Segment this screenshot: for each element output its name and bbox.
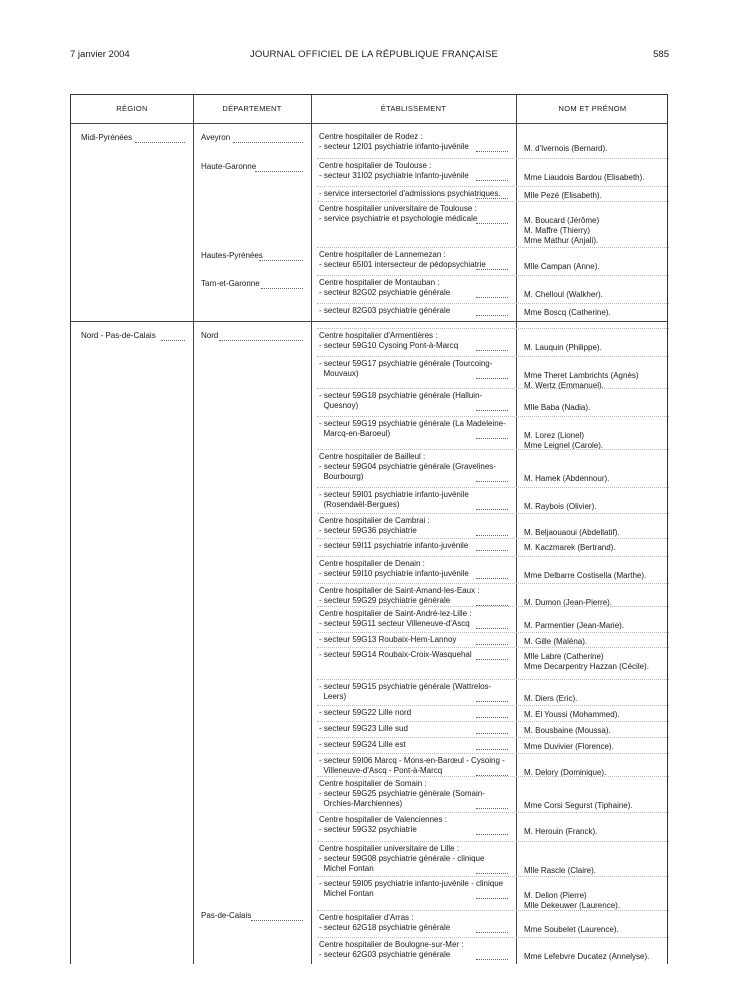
establishment-line: - secteur 59G13 Roubaix-Hem-Lannoy — [319, 635, 457, 644]
appointee-names — [524, 710, 620, 720]
appointee-name: M. Beljaouaoui (Abdellatif). — [524, 528, 620, 537]
appointee-name: Mme Corsi Segurst (Tiphaine). — [524, 801, 633, 810]
establishment-line: Centre hospitalier de Denain : — [319, 559, 425, 568]
header-title: JOURNAL OFFICIEL DE LA RÉPUBLIQUE FRANÇAISE — [249, 49, 499, 60]
establishment-line: Centre hospitalier de Boulogne-sur-Mer : — [319, 940, 464, 949]
row-separator — [317, 186, 669, 188]
row-separator — [317, 303, 669, 305]
establishment-line: - secteur 59G08 psychiatrie générale - clinique — [319, 854, 485, 863]
row-separator — [317, 841, 669, 843]
page-number: 585 — [653, 49, 669, 60]
leader-dots — [476, 577, 508, 579]
establishment-line: - secteur 59G19 psychiatrie générale (La Madeleine- — [319, 419, 506, 428]
appointee-names — [524, 801, 633, 811]
row-separator — [317, 247, 669, 249]
row-separator — [317, 513, 669, 515]
establishment-entry — [319, 419, 506, 439]
leader-dots — [476, 534, 508, 536]
leader-dots — [476, 179, 508, 181]
appointee-names — [524, 726, 611, 736]
column-divider — [193, 95, 194, 964]
establishment-entry — [319, 815, 447, 835]
establishment-entry — [319, 541, 468, 551]
establishment-entry — [319, 740, 406, 750]
establishment-line: Leers) — [319, 692, 347, 701]
appointee-names — [524, 474, 609, 484]
leader-dots — [476, 377, 508, 379]
appointee-name: Mme Decarpentry Hazzan (Cécile). — [524, 662, 649, 671]
appointee-names — [524, 952, 649, 962]
column-divider — [516, 95, 517, 964]
appointee-names — [524, 827, 597, 837]
establishment-line: - secteur 59G32 psychiatrie — [319, 825, 417, 834]
header-separator — [71, 123, 667, 124]
establishment-entry — [319, 161, 469, 181]
establishment-entry — [319, 278, 450, 298]
column-header-department: DÉPARTEMENT — [222, 104, 282, 113]
leader-dots — [476, 897, 508, 899]
appointee-name: M. Dumon (Jean-Pierre). — [524, 598, 613, 607]
establishment-line: (Rosendaël-Bergues) — [319, 500, 400, 509]
appointee-names — [524, 742, 614, 752]
appointee-name: M. Hamek (Abdennour). — [524, 474, 610, 483]
appointee-names — [524, 502, 596, 512]
establishment-line: Centre hospitalier d'Arras : — [319, 913, 414, 922]
establishment-line: - secteur 59G36 psychiatrie — [319, 526, 417, 535]
establishment-line: Villeneuve-d'Ascq - Pont-à-Marcq — [319, 766, 443, 775]
appointee-names — [524, 431, 603, 451]
leader-dots — [476, 700, 508, 702]
row-separator — [317, 487, 669, 489]
establishment-entry — [319, 250, 486, 270]
leader-dots — [255, 170, 303, 172]
establishment-line: - secteur 59G18 psychiatrie générale (Halluin- — [319, 391, 483, 400]
establishment-line: Centre hospitalier de Somain : — [319, 779, 427, 788]
appointee-name: M. Diers (Eric). — [524, 694, 578, 703]
appointee-names — [524, 543, 616, 553]
region-separator — [71, 321, 667, 322]
establishment-line: - secteur 59G22 Lille nord — [319, 708, 412, 717]
establishment-line: - service psychiatrie et psychologie médicale — [319, 214, 478, 223]
leader-dots — [476, 150, 508, 152]
row-separator — [317, 721, 669, 723]
column-header-name: NOM ET PRÉNOM — [558, 104, 627, 113]
appointee-name: Mme Mathur (Anjali). — [524, 236, 599, 245]
leader-dots — [476, 409, 508, 411]
leader-dots — [476, 732, 508, 734]
establishment-line: - secteur 59I05 psychiatrie infanto-juvénile - clinique — [319, 879, 504, 888]
appointee-name: M. Wertz (Emmanuel). — [524, 381, 604, 390]
establishment-line: Marcq-en-Baroeul) — [319, 429, 391, 438]
establishment-line: Centre hospitalier de Saint-André-lez-Lille : — [319, 609, 472, 618]
column-header-region: RÉGION — [116, 104, 148, 113]
establishment-line: Centre hospitalier d'Armentières : — [319, 331, 438, 340]
establishment-line: - secteur 82G02 psychiatrie générale — [319, 288, 451, 297]
leader-dots — [476, 197, 508, 199]
appointee-name: Mme Soubelet (Laurence). — [524, 925, 619, 934]
establishment-line: - secteur 59I01 psychiatrie infanto-juvénile — [319, 490, 469, 499]
establishment-entry — [319, 635, 456, 645]
establishment-entry — [319, 779, 485, 809]
row-separator — [317, 679, 669, 681]
establishment-entry — [319, 490, 469, 510]
appointee-names — [524, 191, 602, 201]
appointee-name: M. Kaczmarek (Bertrand). — [524, 543, 616, 552]
establishment-line: - secteur 59G15 psychiatrie générale (Wattrelos- — [319, 682, 492, 691]
leader-dots — [251, 919, 303, 921]
establishment-line: - secteur 59G23 Lille sud — [319, 724, 408, 733]
establishment-entry — [319, 682, 491, 702]
row-separator — [317, 356, 669, 358]
appointee-names — [524, 343, 602, 353]
establishment-line: - secteur 59G25 psychiatrie générale (Somain- — [319, 789, 485, 798]
establishment-line: - secteur 82G03 psychiatrie générale — [319, 306, 451, 315]
appointee-names — [524, 637, 587, 647]
row-separator — [317, 705, 669, 707]
appointee-name: Mme Delbarre Costisella (Marthe). — [524, 571, 647, 580]
establishment-entry — [319, 516, 430, 536]
leader-dots — [161, 339, 185, 341]
region-midi-pyrenees: Midi-Pyrénées — [81, 133, 133, 142]
region-nord-pas-de-calais: Nord - Pas-de-Calais — [81, 331, 156, 340]
establishment-line: Centre hospitalier de Lannemezan : — [319, 250, 446, 259]
establishment-line: Centre hospitalier universitaire de Toulouse : — [319, 204, 477, 213]
establishment-line: Centre hospitalier de Rodez : — [319, 132, 423, 141]
leader-dots — [476, 748, 508, 750]
establishment-entry — [319, 586, 480, 606]
appointee-names — [524, 290, 603, 300]
establishment-line: Michel Fontan — [319, 864, 374, 873]
leader-dots — [476, 222, 508, 224]
appointee-name: M. Raybois (Olivier). — [524, 502, 597, 511]
establishment-line: - secteur 12I01 psychiatrie infanto-juvénile — [319, 142, 469, 151]
establishment-entry — [319, 756, 505, 776]
establishment-entry — [319, 331, 458, 351]
row-separator — [317, 275, 669, 277]
establishment-line: - service intersectoriel d'admissions psychiatriques. — [319, 189, 501, 198]
row-separator — [317, 632, 669, 634]
appointee-name: Mlle Campan (Anne). — [524, 262, 600, 271]
leader-dots — [476, 833, 508, 835]
appointee-name: Mlle Dekeuwer (Laurence). — [524, 901, 621, 910]
department-nord: Nord — [201, 331, 219, 340]
establishment-entry — [319, 708, 411, 718]
establishment-line: Centre hospitalier de Valenciennes : — [319, 815, 447, 824]
department-pas-de-calais: Pas-de-Calais — [201, 911, 252, 920]
appointee-name: M. Delion (Pierre) — [524, 891, 587, 900]
appointments-table — [70, 94, 668, 964]
leader-dots — [476, 958, 508, 960]
establishment-entry — [319, 844, 484, 874]
establishment-line: - secteur 62G03 psychiatrie générale — [319, 950, 451, 959]
appointee-name: M. Herouin (Franck). — [524, 827, 598, 836]
appointee-name: M. Delory (Dominique). — [524, 768, 607, 777]
establishment-line: - secteur 59G29 psychiatrie générale — [319, 596, 451, 605]
row-separator — [317, 910, 669, 912]
establishment-entry — [319, 609, 472, 629]
department-tarn-et-garonne: Tarn-et-Garonne — [201, 279, 260, 288]
appointee-name: M. Lorez (Lionel) — [524, 431, 585, 440]
column-header-establishment: ÉTABLISSEMENT — [380, 104, 447, 113]
establishment-line: Bourbourg) — [319, 472, 364, 481]
appointee-name: Mme Lefebvre Ducatez (Annelyse). — [524, 952, 650, 961]
appointee-name: M. Maffre (Thierry) — [524, 226, 591, 235]
appointee-names — [524, 403, 590, 413]
row-separator — [317, 647, 669, 649]
appointee-name: Mlle Baba (Nadia). — [524, 403, 591, 412]
establishment-line: - secteur 65I01 intersecteur de pédopsychiatrie — [319, 260, 486, 269]
leader-dots — [476, 807, 508, 809]
leader-dots — [135, 141, 185, 143]
row-separator — [317, 876, 669, 878]
establishment-entry — [319, 913, 450, 933]
appointee-name: M. Chelloul (Walkher). — [524, 290, 603, 299]
establishment-line: - secteur 59I06 Marcq - Mons-en-Barœul - Cysoing - — [319, 756, 505, 765]
leader-dots — [476, 658, 508, 660]
appointee-names — [524, 866, 596, 876]
leader-dots — [476, 872, 508, 874]
leader-dots — [219, 339, 303, 341]
appointee-name: M. Bousbaine (Moussa). — [524, 726, 611, 735]
establishment-line: - secteur 59G17 psychiatrie générale (Tourcoing- — [319, 359, 493, 368]
establishment-line: - secteur 62G18 psychiatrie générale — [319, 923, 451, 932]
establishment-line: Centre hospitalier de Bailleul : — [319, 452, 426, 461]
establishment-line: - secteur 59G04 psychiatrie générale (Gravelines- — [319, 462, 496, 471]
row-separator — [317, 812, 669, 814]
appointee-name: M. Parmentier (Jean-Marie). — [524, 621, 625, 630]
establishment-entry — [319, 189, 501, 199]
establishment-line: Centre hospitalier de Montauban : — [319, 278, 440, 287]
appointee-name: M. d'Ivernois (Bernard). — [524, 144, 608, 153]
column-divider — [311, 95, 312, 964]
appointee-names — [524, 528, 620, 538]
establishment-entry — [319, 132, 469, 152]
leader-dots — [476, 349, 508, 351]
leader-dots — [476, 268, 508, 270]
establishment-entry — [319, 204, 477, 224]
leader-dots — [476, 549, 508, 551]
department-haute-garonne: Haute-Garonne — [201, 162, 257, 171]
leader-dots — [476, 508, 508, 510]
establishment-line: Mouvaux) — [319, 369, 359, 378]
row-separator — [317, 737, 669, 739]
establishment-line: - secteur 59I11 psychiatrie infanto-juvénile — [319, 541, 469, 550]
appointee-name: Mlle Pezé (Elisabeth). — [524, 191, 602, 200]
appointee-names — [524, 891, 620, 911]
leader-dots — [476, 437, 508, 439]
appointee-names — [524, 694, 577, 704]
establishment-line: - secteur 59G10 Cysoing Pont-à-Marcq — [319, 341, 459, 350]
row-separator — [317, 538, 669, 540]
row-separator — [317, 556, 669, 558]
establishment-line: Michel Fontan — [319, 889, 374, 898]
appointee-names — [524, 621, 624, 631]
establishment-line: Quesnoy) — [319, 401, 359, 410]
leader-dots — [476, 296, 508, 298]
establishment-line: - secteur 59G11 secteur Villeneuve-d'Ascq — [319, 619, 470, 628]
row-separator — [317, 449, 669, 451]
appointee-name: Mlle Rascle (Claire). — [524, 866, 597, 875]
establishment-entry — [319, 306, 450, 316]
appointee-name: Mme Theret Lambrichts (Agnès) — [524, 371, 639, 380]
row-separator — [317, 606, 669, 608]
establishment-entry — [319, 452, 496, 482]
establishment-entry — [319, 391, 482, 411]
leader-dots — [476, 716, 508, 718]
appointee-name: M. El Youssi (Mohammed). — [524, 710, 620, 719]
appointee-name: M. Gille (Maléna). — [524, 637, 588, 646]
establishment-entry — [319, 650, 472, 660]
leader-dots — [261, 287, 303, 289]
row-separator — [317, 583, 669, 585]
leader-dots — [233, 141, 303, 143]
appointee-names — [524, 216, 599, 246]
establishment-line: - secteur 59G14 Roubaix-Croix-Wasquehal — [319, 650, 472, 659]
leader-dots — [259, 259, 303, 261]
appointee-name: Mme Liaudois Bardou (Elisabeth). — [524, 173, 645, 182]
appointee-names — [524, 262, 600, 272]
leader-dots — [476, 627, 508, 629]
appointee-name: Mme Boscq (Catherine). — [524, 308, 611, 317]
appointee-names — [524, 652, 649, 672]
appointee-names — [524, 144, 607, 154]
leader-dots — [476, 480, 508, 482]
establishment-entry — [319, 559, 469, 579]
department-hautes-pyrenees: Hautes-Pyrénées — [201, 251, 263, 260]
row-separator — [317, 937, 669, 939]
leader-dots — [476, 931, 508, 933]
establishment-entry — [319, 359, 492, 379]
establishment-entry — [319, 879, 503, 899]
establishment-line: - secteur 59I10 psychiatrie infanto-juvénile — [319, 569, 469, 578]
leader-dots — [476, 314, 508, 316]
appointee-name: M. Lauquin (Philippe). — [524, 343, 602, 352]
establishment-line: Orchies-Marchiennes) — [319, 799, 403, 808]
appointee-name: Mme Duvivier (Florence). — [524, 742, 614, 751]
appointee-names — [524, 173, 645, 183]
establishment-line: Centre hospitalier universitaire de Lille : — [319, 844, 460, 853]
appointee-name: Mlle Labre (Catherine) — [524, 652, 604, 661]
establishment-line: Centre hospitalier de Cambrai : — [319, 516, 430, 525]
appointee-names — [524, 925, 619, 935]
department-aveyron: Aveyron — [201, 133, 231, 142]
appointee-name: Mme Leignel (Carole). — [524, 441, 604, 450]
row-separator — [317, 776, 669, 778]
row-separator — [317, 388, 669, 390]
row-separator — [317, 328, 669, 330]
header-date: 7 janvier 2004 — [70, 49, 130, 60]
row-separator — [317, 158, 669, 160]
row-separator — [317, 201, 669, 203]
row-separator — [317, 753, 669, 755]
appointee-name: M. Boucard (Jérôme) — [524, 216, 600, 225]
establishment-line: - secteur 59G24 Lille est — [319, 740, 406, 749]
establishment-line: Centre hospitalier de Toulouse : — [319, 161, 432, 170]
establishment-entry — [319, 940, 464, 960]
establishment-line: Centre hospitalier de Saint-Amand-les-Eaux : — [319, 586, 480, 595]
establishment-entry — [319, 724, 408, 734]
row-separator — [317, 416, 669, 418]
appointee-names — [524, 571, 646, 581]
leader-dots — [476, 643, 508, 645]
appointee-names — [524, 308, 611, 318]
establishment-line: - secteur 31I02 psychiatrie infanto-juvénile — [319, 171, 469, 180]
